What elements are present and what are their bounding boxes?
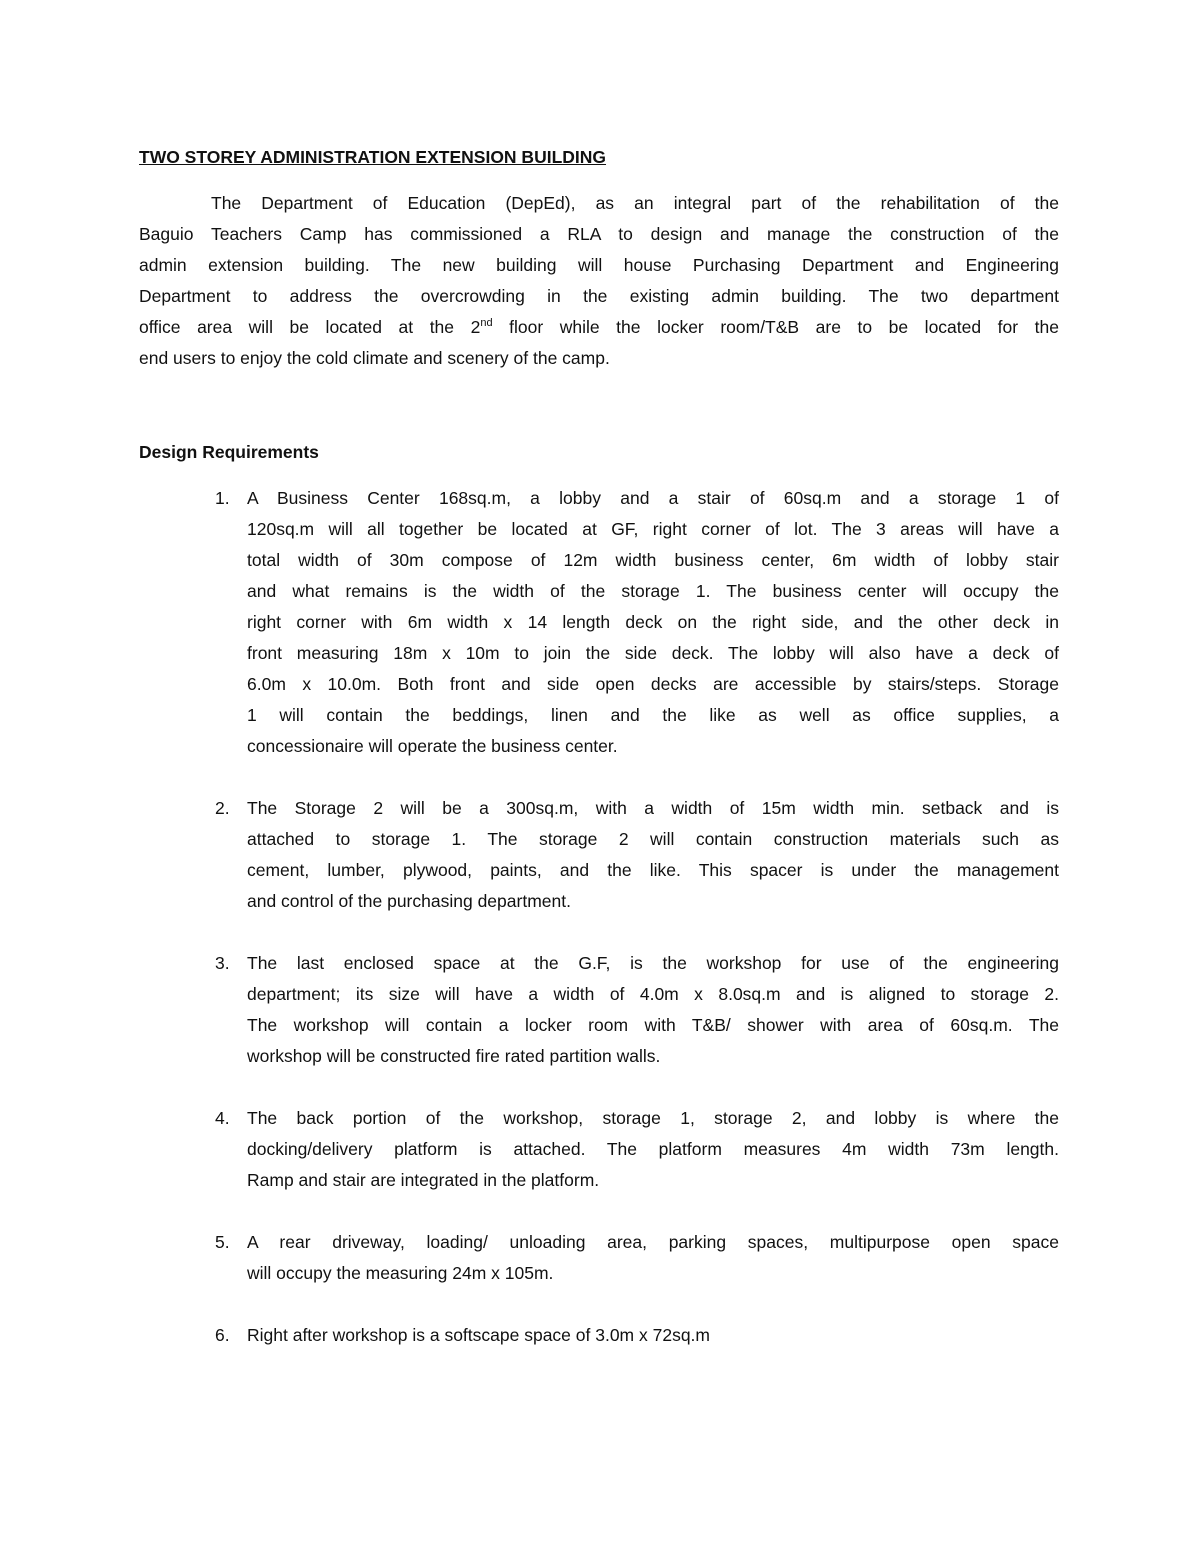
requirements-list (139, 483, 1059, 1351)
list-item (139, 793, 1059, 917)
text-line: front measuring 18m x 10m to join the side deck. The lobby will also have a deck of (247, 643, 1059, 663)
text-line: Right after workshop is a softscape space of 3.0m x 72sq.m (247, 1325, 710, 1345)
text-line: 1 will contain the beddings, linen and the like as well as office supplies, a (247, 705, 1059, 725)
text-line: A rear driveway, loading/ unloading area, parking spaces, multipurpose open space (247, 1232, 1059, 1252)
text-line: Baguio Teachers Camp has commissioned a RLA to design and manage the construction of the (139, 224, 1059, 244)
text-line: The Storage 2 will be a 300sq.m, with a width of 15m width min. setback and is (247, 798, 1059, 818)
text-segment: floor while the locker room/T&B are to be located for the (492, 317, 1059, 337)
text-line: The last enclosed space at the G.F, is the workshop for use of the engineering (247, 953, 1059, 973)
list-item (139, 1103, 1059, 1196)
list-number: 5. (215, 1232, 230, 1252)
list-number: 6. (215, 1325, 230, 1345)
text-line: 120sq.m will all together be located at GF, right corner of lot. The 3 areas will have a (247, 519, 1059, 539)
document-title: TWO STOREY ADMINISTRATION EXTENSION BUILDING (139, 147, 607, 167)
section-heading: Design Requirements (139, 442, 319, 462)
text-segment: office area will be located at the 2 (139, 317, 481, 337)
text-line: and control of the purchasing department. (247, 891, 571, 911)
text-line: cement, lumber, plywood, paints, and the like. This spacer is under the management (247, 860, 1059, 880)
text-line: 6.0m x 10.0m. Both front and side open decks are accessible by stairs/steps. Storage (247, 674, 1059, 694)
list-item (139, 483, 1059, 762)
intro-paragraph (139, 188, 1059, 374)
list-number: 3. (215, 953, 230, 973)
text-line: The workshop will contain a locker room with T&B/ shower with area of 60sq.m. The (247, 1015, 1059, 1035)
text-line: attached to storage 1. The storage 2 will contain construction materials such as (247, 829, 1059, 849)
text-line: docking/delivery platform is attached. The platform measures 4m width 73m length. (247, 1139, 1059, 1159)
text-line: total width of 30m compose of 12m width business center, 6m width of lobby stair (247, 550, 1059, 570)
text-line: admin extension building. The new building will house Purchasing Department and Engineering (139, 255, 1059, 275)
text-line: The Department of Education (DepEd), as an integral part of the rehabilitation of the (211, 193, 1059, 213)
text-line: workshop will be constructed fire rated partition walls. (247, 1046, 661, 1066)
text-line: The back portion of the workshop, storage 1, storage 2, and lobby is where the (247, 1108, 1059, 1128)
text-line: department; its size will have a width of 4.0m x 8.0sq.m and is aligned to storage 2. (247, 984, 1059, 1004)
text-line: right corner with 6m width x 14 length deck on the right side, and the other deck in (247, 612, 1059, 632)
list-number: 1. (215, 488, 230, 508)
text-line: A Business Center 168sq.m, a lobby and a stair of 60sq.m and a storage 1 of (247, 488, 1059, 508)
superscript: nd (480, 317, 493, 330)
document-page (139, 142, 1059, 1351)
text-line: end users to enjoy the cold climate and scenery of the camp. (139, 348, 610, 368)
text-line: Ramp and stair are integrated in the platform. (247, 1170, 600, 1190)
text-line: and what remains is the width of the storage 1. The business center will occupy the (247, 581, 1059, 601)
text-line: concessionaire will operate the business center. (247, 736, 618, 756)
text-line: will occupy the measuring 24m x 105m. (247, 1263, 554, 1283)
list-item (139, 1227, 1059, 1289)
list-number: 2. (215, 798, 230, 818)
list-item (139, 1320, 1059, 1351)
text-line: Department to address the overcrowding in the existing admin building. The two department (139, 286, 1059, 306)
list-number: 4. (215, 1108, 230, 1128)
list-item (139, 948, 1059, 1072)
text-line (139, 312, 1059, 343)
